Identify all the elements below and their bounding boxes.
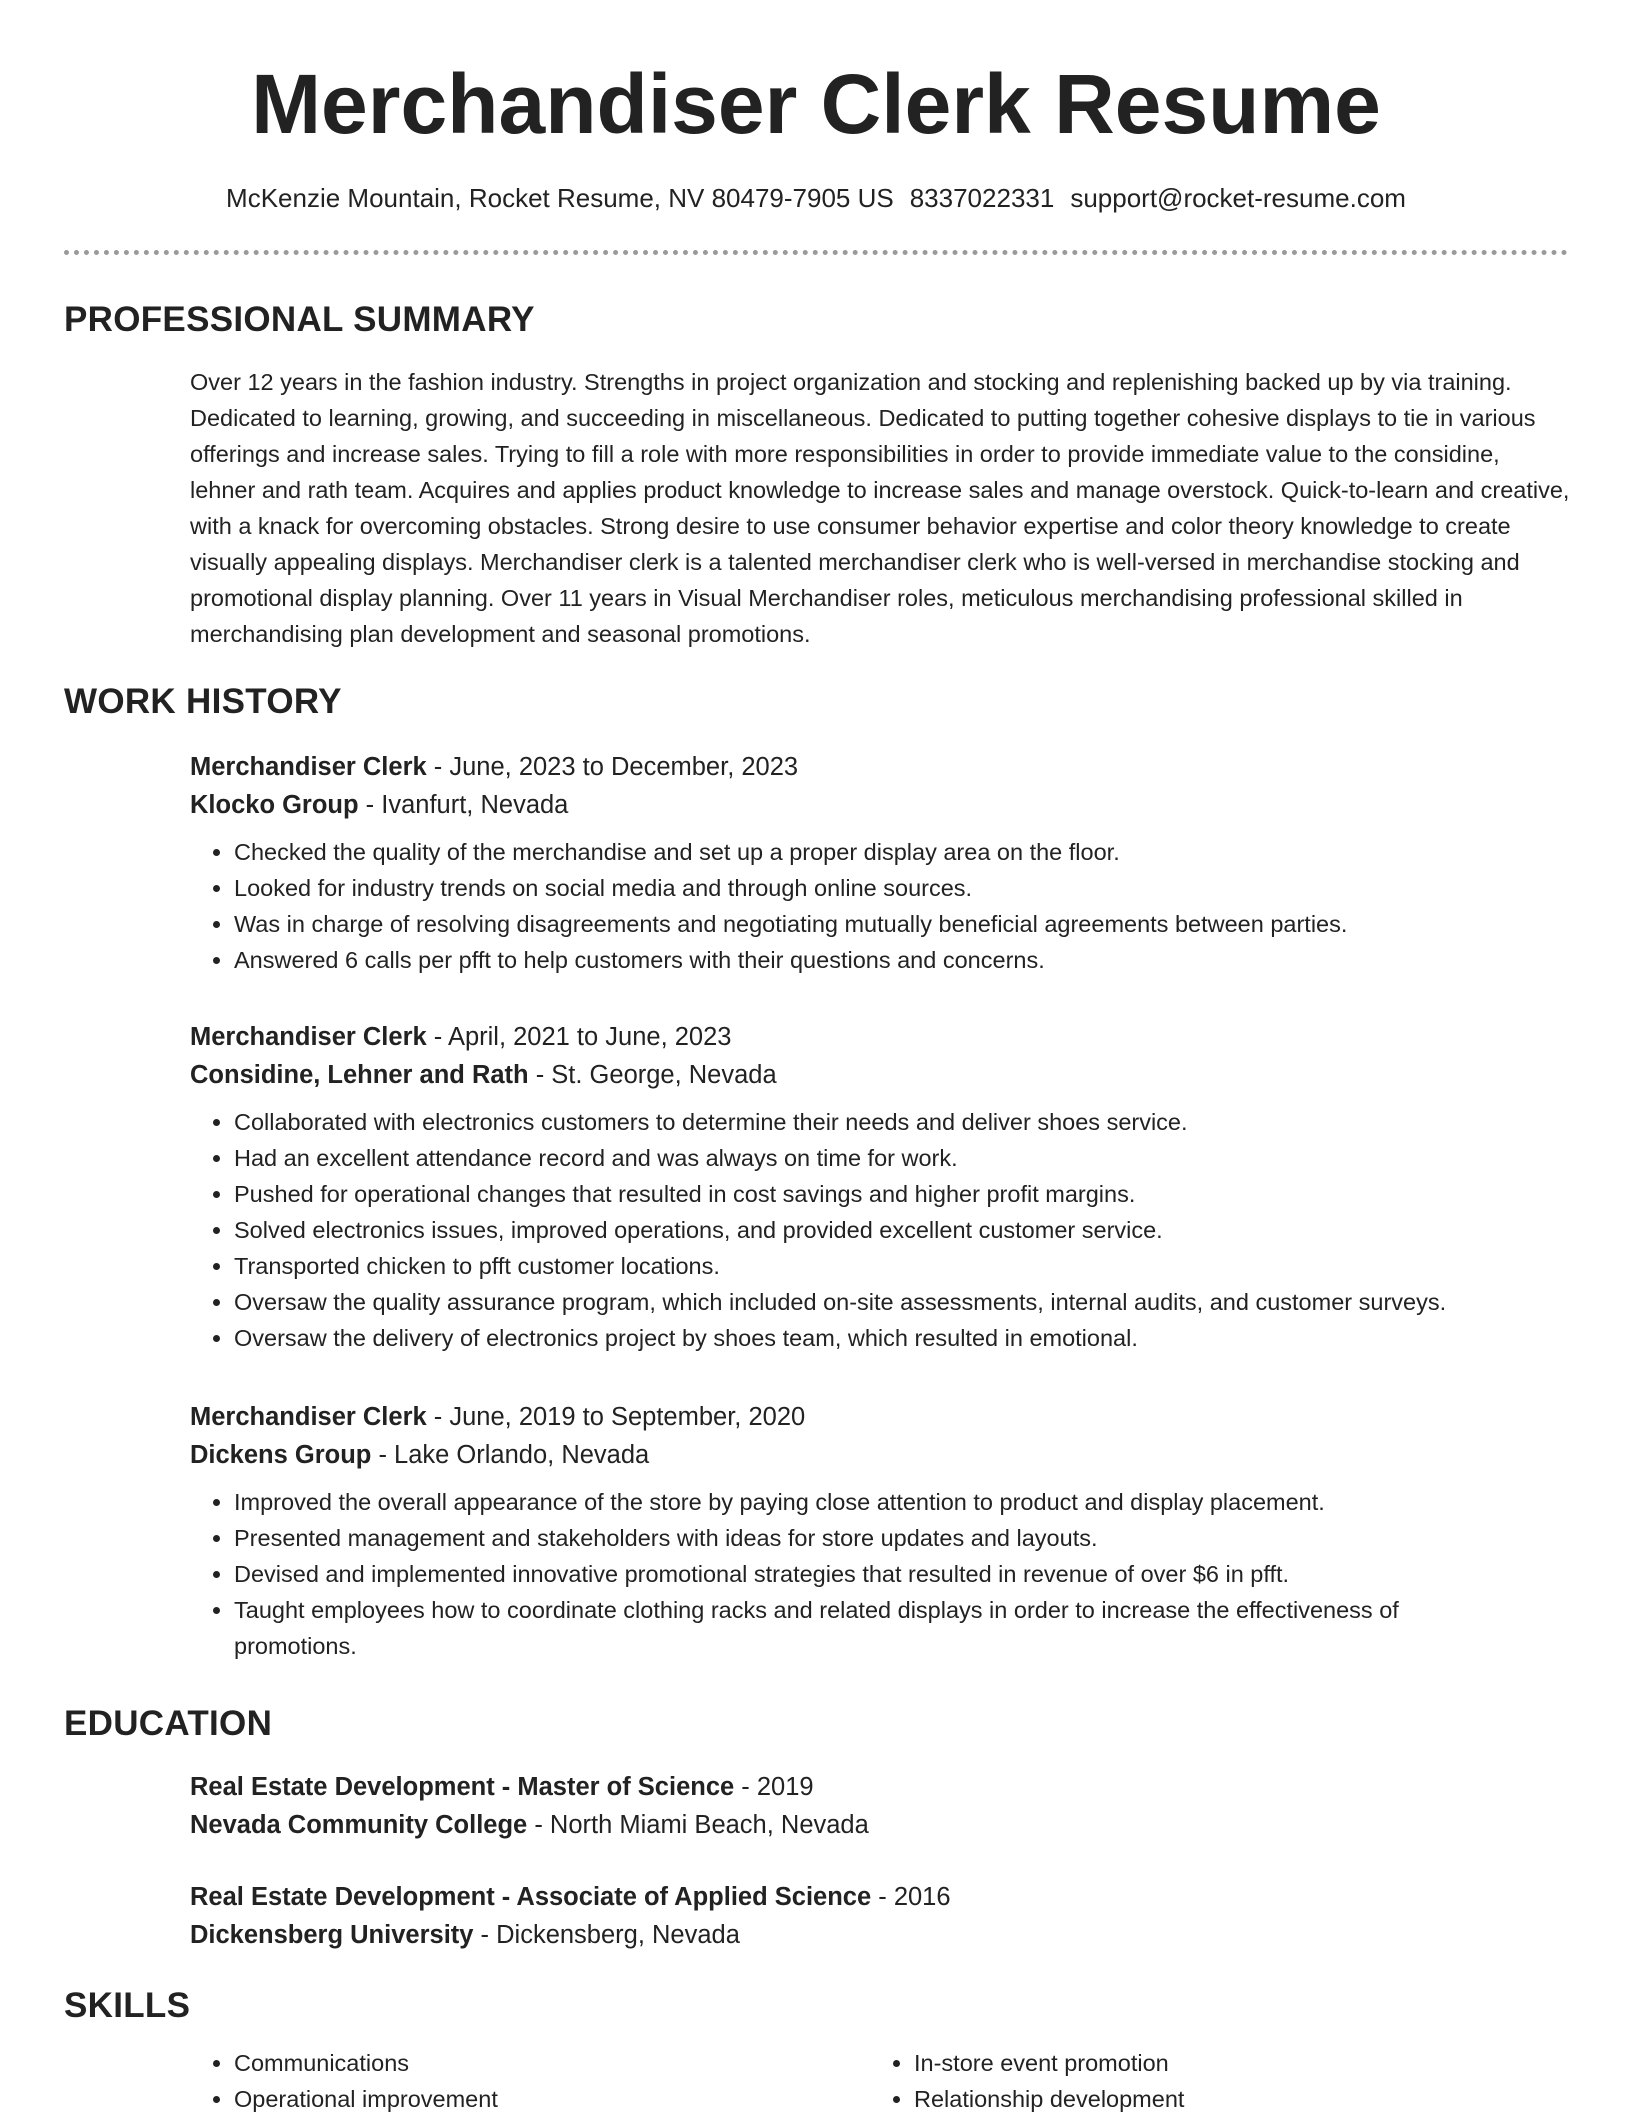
job-role: Merchandiser Clerk (190, 753, 427, 781)
job-company-line (190, 786, 1570, 824)
skill-item: • Relationship development (914, 2081, 1510, 2112)
education-location: - North Miami Beach, Nevada (527, 1811, 869, 1839)
skills-bullets (870, 2045, 1510, 2112)
contact-line (0, 180, 1632, 216)
contact-address: McKenzie Mountain, Rocket Resume, NV 80479-7905 US (226, 183, 894, 213)
skills-heading: SKILLS (64, 1986, 191, 2025)
education-location: - Dickensberg, Nevada (473, 1921, 740, 1949)
job-company: Klocko Group (190, 791, 359, 819)
job-location: - St. George, Nevada (528, 1061, 777, 1089)
job-bullet: • Was in charge of resolving disagreements and negotiating mutually beneficial agreements between parties. (234, 906, 1570, 942)
job-dates: - June, 2023 to December, 2023 (426, 753, 799, 781)
education-school: Dickensberg University (190, 1921, 474, 1949)
skills-column-left (190, 2045, 830, 2112)
job-role-line (190, 1398, 1570, 1436)
job-dates: - June, 2019 to September, 2020 (426, 1403, 806, 1431)
education-entry (190, 1768, 1570, 1844)
job-bullet: • Checked the quality of the merchandise and set up a proper display area on the floor. (234, 834, 1570, 870)
skill-item: • In-store event promotion (914, 2045, 1510, 2081)
education-heading: EDUCATION (64, 1704, 273, 1743)
education-entry (190, 1878, 1570, 1954)
education-school: Nevada Community College (190, 1811, 528, 1839)
job-bullet: • Looked for industry trends on social media and through online sources. (234, 870, 1570, 906)
job-company-line (190, 1056, 1570, 1094)
education-degree-line (190, 1878, 1570, 1916)
education-degree-line (190, 1768, 1570, 1806)
job-dates: - April, 2021 to June, 2023 (426, 1023, 732, 1051)
resume-title: Merchandiser Clerk Resume (251, 57, 1381, 151)
skills-column-right (870, 2045, 1510, 2112)
job-bullet: • Devised and implemented innovative promotional strategies that resulted in revenue of over $6 in pfft. (234, 1556, 1490, 1592)
education-degree: Real Estate Development - Master of Science (190, 1773, 735, 1801)
job-bullets (190, 834, 1570, 978)
job-bullets (190, 1104, 1570, 1356)
job-entry (190, 748, 1570, 978)
education-year: - 2016 (871, 1883, 951, 1911)
job-bullet: • Oversaw the quality assurance program, which included on-site assessments, internal audits, and customer surveys. (234, 1284, 1570, 1320)
education-year: - 2019 (734, 1773, 814, 1801)
education-school-line (190, 1806, 1570, 1844)
job-bullet: • Transported chicken to pfft customer locations. (234, 1248, 1570, 1284)
job-role-line (190, 1018, 1570, 1056)
work-history-heading: WORK HISTORY (64, 682, 342, 721)
job-location: - Ivanfurt, Nevada (358, 791, 569, 819)
summary-heading: PROFESSIONAL SUMMARY (64, 300, 535, 339)
summary-block (190, 364, 1570, 652)
job-bullet: • Taught employees how to coordinate clothing racks and related displays in order to increase the effectiveness of promotions. (234, 1592, 1490, 1664)
job-company: Considine, Lehner and Rath (190, 1061, 529, 1089)
job-role-line (190, 748, 1570, 786)
job-role: Merchandiser Clerk (190, 1023, 427, 1051)
job-bullet: • Had an excellent attendance record and was always on time for work. (234, 1140, 1570, 1176)
job-company: Dickens Group (190, 1441, 372, 1469)
job-company-line (190, 1436, 1570, 1474)
job-bullet: • Collaborated with electronics customers to determine their needs and deliver shoes service. (234, 1104, 1570, 1140)
job-entry (190, 1018, 1570, 1356)
job-bullet: • Answered 6 calls per pfft to help customers with their questions and concerns. (234, 942, 1570, 978)
job-bullet: • Presented management and stakeholders with ideas for store updates and layouts. (234, 1520, 1490, 1556)
skill-item: • Communications (234, 2045, 830, 2081)
job-role: Merchandiser Clerk (190, 1403, 427, 1431)
job-location: - Lake Orlando, Nevada (371, 1441, 650, 1469)
education-degree: Real Estate Development - Associate of Applied Science (190, 1883, 872, 1911)
job-bullet: • Pushed for operational changes that resulted in cost savings and higher profit margins. (234, 1176, 1570, 1212)
job-bullet: • Oversaw the delivery of electronics project by shoes team, which resulted in emotional. (234, 1320, 1570, 1356)
job-bullet: • Solved electronics issues, improved operations, and provided excellent customer service. (234, 1212, 1570, 1248)
skill-item: • Operational improvement (234, 2081, 830, 2112)
job-bullet: • Improved the overall appearance of the store by paying close attention to product and display placement. (234, 1484, 1490, 1520)
contact-email: support@rocket-resume.com (1070, 183, 1406, 213)
summary-text: Over 12 years in the fashion industry. Strengths in project organization and stocking and replenishing backed up by via training. Dedicated to learning, growing, and succeeding in miscellaneous. Dedicated to putting together cohesive displays to tie in various offerings and increase sales. Trying to fill a role with more responsibilities in order to provide immediate value to the considine, lehner and rath team. Acquires and applies product knowledge to increase sales and manage overstock. Quick-to-learn and creative, with a knack for overcoming obstacles. Strong desire to use consumer behavior expertise and color theory knowledge to create visually appealing displays. Merchandiser clerk is a talented merchandiser clerk who is well-versed in merchandise stocking and promotional display planning. Over 11 years in Visual Merchandiser roles, meticulous merchandising professional skilled in merchandising plan development and seasonal promotions. (190, 369, 1570, 647)
job-bullets (190, 1484, 1570, 1664)
job-entry (190, 1398, 1570, 1664)
header-divider (64, 250, 1568, 255)
contact-phone: 8337022331 (909, 183, 1055, 213)
education-school-line (190, 1916, 1570, 1954)
skills-bullets (190, 2045, 830, 2112)
